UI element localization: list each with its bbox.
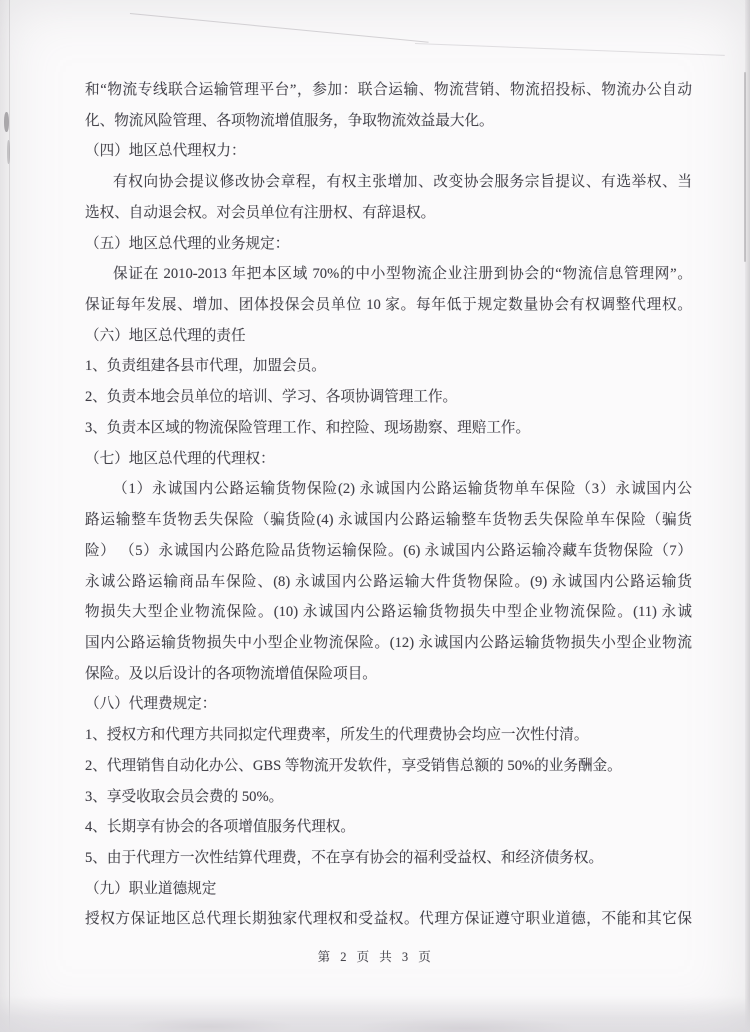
scan-smudge-mark [4, 112, 9, 132]
scan-bottom-shading [0, 996, 750, 1032]
page-number-footer: 第 2 页 共 3 页 [317, 950, 433, 964]
document-line: 化、物流风险管理、各项物流增值服务，争取物流效益最大化。 [85, 112, 494, 129]
section-heading: （四）地区总代理权力： [85, 143, 246, 160]
document-line: 险） （5）永诚国内公路危险品货物运输保险。(6) 永诚国内公路运输冷藏车货物保险（7） [85, 542, 692, 559]
numbered-item: 1、授权方和代理方共同拟定代理费率，所发生的代理费协会均应一次性付清。 [85, 727, 589, 744]
scan-top-crease-line [130, 13, 429, 43]
section-heading: （五）地区总代理的业务规定： [85, 235, 290, 252]
document-line: 物损失大型企业物流保险。(10) 永诚国内公路运输货物损失中型企业物流保险。(11) 永诚 [85, 604, 692, 621]
scan-smudge-mark [7, 140, 10, 164]
numbered-item: 5、由于代理方一次性结算代理费，不在享有协会的福利受益权、和经济债务权。 [85, 849, 604, 866]
numbered-item: 2、负责本地会员单位的培训、学习、各项协调管理工作。 [85, 389, 458, 406]
document-line: 保证每年发展、增加、团体投保会员单位 10 家。每年低于规定数量协会有权调整代理权。 [85, 297, 692, 314]
numbered-item: 3、享受收取会员会费的 50%。 [85, 788, 284, 805]
section-heading: （八）代理费规定： [85, 696, 217, 713]
section-heading: （九）职业道德规定 [85, 880, 217, 897]
document-line: 和“物流专线联合运输管理平台”，参加：联合运输、物流营销、物流招投标、物流办公自动 [85, 82, 692, 98]
document-line: 保险。及以后设计的各项物流增值保险项目。 [85, 665, 377, 682]
document-line: 路运输整车货物丢失保险（骗货险(4) 永诚国内公路运输整车货物丢失保险单车保险（骗货 [85, 512, 692, 529]
document-line: 授权方保证地区总代理长期独家代理权和受益权。代理方保证遵守职业道德，不能和其它保 [85, 911, 692, 928]
numbered-item: 1、负责组建各县市代理，加盟会员。 [85, 358, 326, 375]
document-body [85, 75, 692, 935]
document-line: 保证在 2010-2013 年把本区域 70%的中小型物流企业注册到协会的“物流信息管理网”。 [113, 266, 692, 283]
numbered-item: 2、代理销售自动化办公、GBS 等物流开发软件，享受销售总额的 50%的业务酬金。 [85, 757, 622, 774]
section-heading: （六）地区总代理的责任 [85, 327, 246, 344]
scan-right-edge-mark [744, 72, 746, 262]
section-heading: （七）地区总代理的代理权： [85, 450, 275, 467]
scan-top-crease-line [415, 43, 725, 56]
numbered-item: 3、负责本区域的物流保险管理工作、和控险、现场勘察、理赔工作。 [85, 419, 531, 436]
document-line: 国内公路运输货物损失中小型企业物流保险。(12) 永诚国内公路运输货物损失小型企业物流 [85, 634, 692, 651]
document-line: 永诚公路运输商品车保险、(8) 永诚国内公路运输大件货物保险。(9) 永诚国内公路运输货 [85, 573, 692, 590]
document-line: 选权、自动退会权。对会员单位有注册权、有辞退权。 [85, 204, 436, 221]
document-line: 有权向协会提议修改协会章程，有权主张增加、改变协会服务宗旨提议、有选举权、当 [113, 174, 692, 191]
document-line: （1）永诚国内公路运输货物保险(2) 永诚国内公路运输货物单车保险（3）永诚国内公 [113, 481, 692, 498]
numbered-item: 4、长期享有协会的各项增值服务代理权。 [85, 819, 355, 836]
